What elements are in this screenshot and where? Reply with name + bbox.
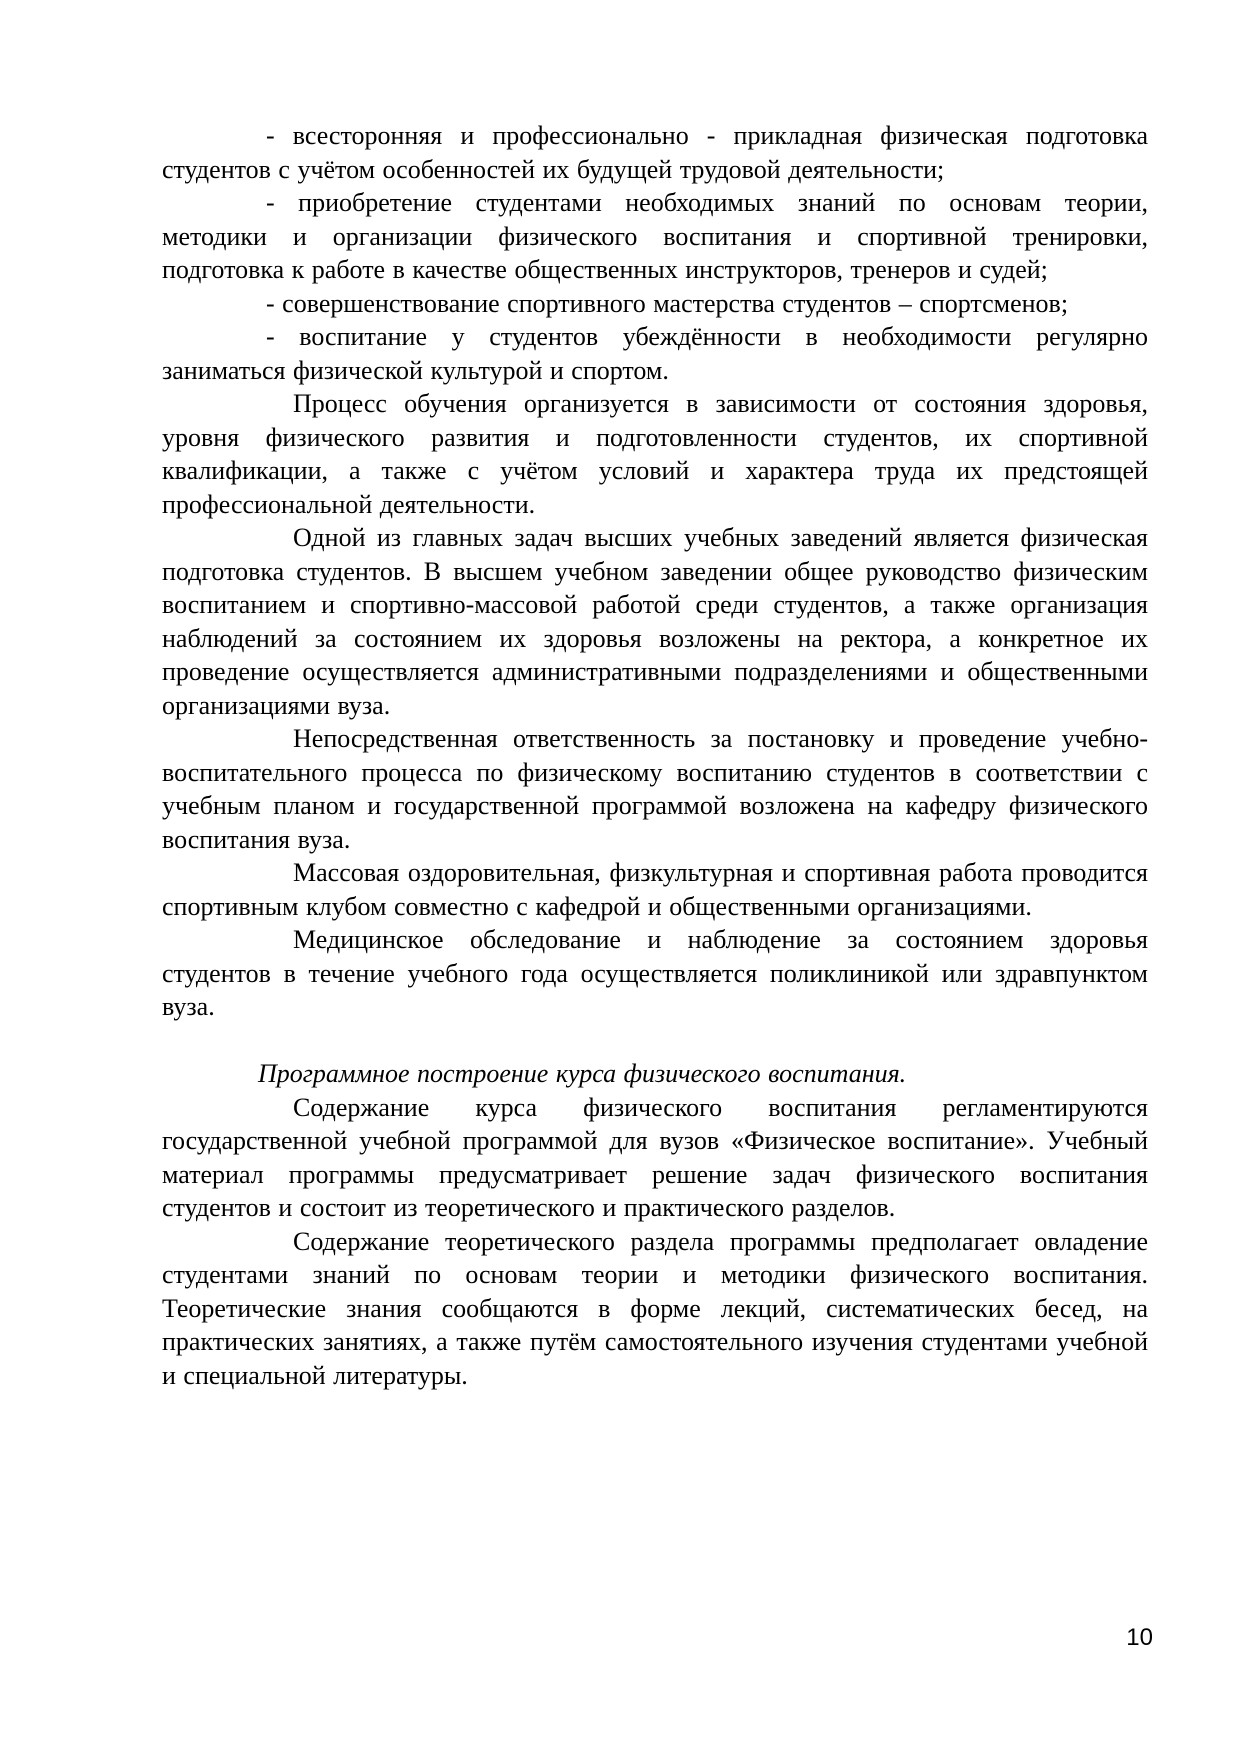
body-paragraph-3: Непосредственная ответственность за постановку и проведение учебно-воспитательного процесса по физическому воспитанию студентов в соответствии с учебным планом и государственной программой возложена на кафедру физического воспитания вуза. (162, 724, 1148, 854)
body-paragraph-2: Одной из главных задач высших учебных заведений является физическая подготовка студентов. В высшем учебном заведении общее руководство физическим воспитанием и спортивно-массовой работой среди студентов, а также организация наблюдений за состоянием их здоровья возложены на ректора, а конкретное их проведение осуществляется административными подразделениями и общественными организациями вуза. (162, 523, 1148, 720)
bullet-paragraph-3: - совершенствование спортивного мастерства студентов – спортсменов; (266, 288, 1069, 318)
blank-line (162, 1024, 1148, 1058)
page-body (162, 119, 1148, 1392)
section-paragraph-2: Содержание теоретического раздела программы предполагает овладение студентами знаний по основам теории и методики физического воспитания. Теоретические знания сообщаются в форме лекций, систематических бесед, на практических занятиях, а также путём самостоятельного изучения студентами учебной и специальной литературы. (162, 1226, 1148, 1390)
bullet-paragraph-4: - воспитание у студентов убеждённости в необходимости регулярно заниматься физической культурой и спортом. (162, 322, 1148, 385)
body-paragraph-4: Массовая оздоровительная, физкультурная и спортивная работа проводится спортивным клубом совместно с кафедрой и общественными организациями. (162, 858, 1148, 921)
page-number: 10 (1126, 1624, 1153, 1651)
body-paragraph-1: Процесс обучения организуется в зависимости от состояния здоровья, уровня физического развития и подготовленности студентов, их спортивной квалификации, а также с учётом условий и характера труда их предстоящей профессиональной деятельности. (162, 389, 1148, 519)
bullet-paragraph-2: - приобретение студентами необходимых знаний по основам теории, методики и организации физического воспитания и спортивной тренировки, подготовка к работе в качестве общественных инструкторов, тренеров и судей; (162, 188, 1148, 284)
section-paragraph-1: Содержание курса физического воспитания регламентируются государственной учебной программой для вузов «Физическое воспитание». Учебный материал программы предусматривает решение задач физического воспитания студентов и состоит из теоретического и практического разделов. (162, 1092, 1148, 1222)
bullet-paragraph-1: - всесторонняя и профессионально - прикладная физическая подготовка студентов с учётом особенностей их будущей трудовой деятельности; (162, 121, 1148, 184)
section-heading: Программное построение курса физического воспитания. (258, 1059, 907, 1088)
body-paragraph-5: Медицинское обследование и наблюдение за состоянием здоровья студентов в течение учебного года осуществляется поликлиникой или здравпунктом вуза. (162, 925, 1148, 1021)
